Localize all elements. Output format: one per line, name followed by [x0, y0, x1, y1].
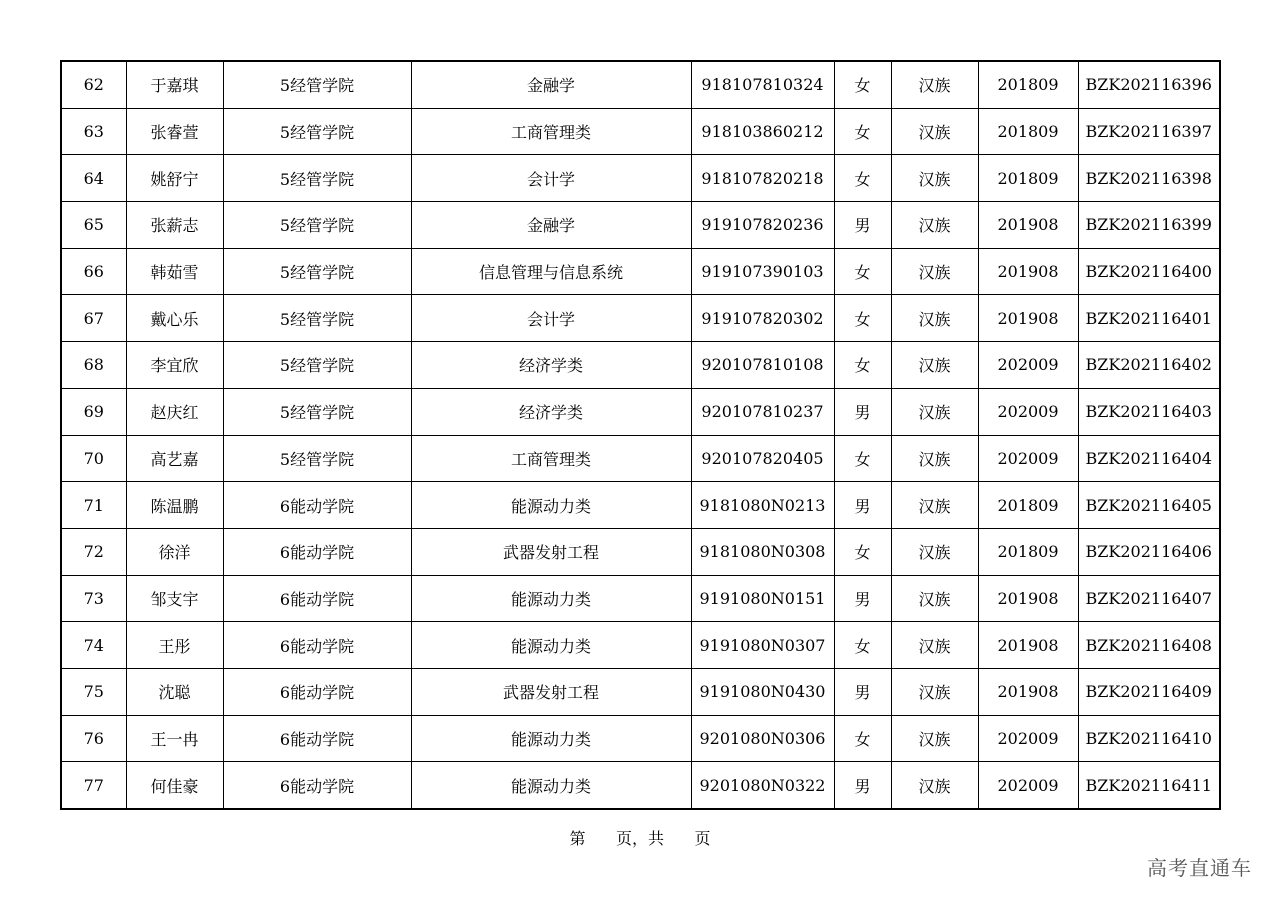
cell-student-id: 918107810324	[691, 61, 834, 108]
cell-enrollment-date: 202009	[978, 435, 1078, 482]
cell-student-id: 9201080N0322	[691, 762, 834, 809]
cell-certificate-number: BZK202116406	[1078, 528, 1220, 575]
cell-student-id: 920107810237	[691, 388, 834, 435]
cell-student-id: 9191080N0151	[691, 575, 834, 622]
cell-ethnicity: 汉族	[891, 435, 978, 482]
cell-gender: 女	[834, 155, 891, 202]
table-row	[61, 575, 1220, 622]
cell-gender: 女	[834, 248, 891, 295]
cell-gender: 男	[834, 762, 891, 809]
cell-major: 会计学	[411, 295, 691, 342]
cell-major: 武器发射工程	[411, 528, 691, 575]
cell-row-number: 62	[61, 61, 126, 108]
cell-major: 会计学	[411, 155, 691, 202]
cell-gender: 女	[834, 715, 891, 762]
cell-student-name: 张睿萱	[126, 108, 223, 155]
cell-row-number: 63	[61, 108, 126, 155]
cell-student-name: 张薪志	[126, 202, 223, 249]
cell-gender: 女	[834, 61, 891, 108]
cell-ethnicity: 汉族	[891, 388, 978, 435]
cell-row-number: 64	[61, 155, 126, 202]
cell-college: 5经管学院	[223, 388, 411, 435]
student-roster-table	[60, 60, 1221, 810]
cell-student-id: 920107810108	[691, 342, 834, 389]
cell-row-number: 66	[61, 248, 126, 295]
table-row	[61, 248, 1220, 295]
cell-certificate-number: BZK202116398	[1078, 155, 1220, 202]
cell-student-name: 戴心乐	[126, 295, 223, 342]
cell-student-id: 918107820218	[691, 155, 834, 202]
cell-row-number: 73	[61, 575, 126, 622]
cell-ethnicity: 汉族	[891, 482, 978, 529]
cell-college: 5经管学院	[223, 295, 411, 342]
cell-enrollment-date: 201908	[978, 248, 1078, 295]
cell-row-number: 77	[61, 762, 126, 809]
table-body	[61, 61, 1220, 809]
cell-student-name: 王一冉	[126, 715, 223, 762]
cell-ethnicity: 汉族	[891, 575, 978, 622]
cell-major: 能源动力类	[411, 622, 691, 669]
cell-ethnicity: 汉族	[891, 342, 978, 389]
cell-enrollment-date: 202009	[978, 762, 1078, 809]
cell-major: 金融学	[411, 202, 691, 249]
table-row	[61, 155, 1220, 202]
cell-row-number: 76	[61, 715, 126, 762]
cell-row-number: 72	[61, 528, 126, 575]
cell-certificate-number: BZK202116408	[1078, 622, 1220, 669]
cell-college: 5经管学院	[223, 155, 411, 202]
cell-student-id: 920107820405	[691, 435, 834, 482]
cell-gender: 女	[834, 295, 891, 342]
cell-college: 5经管学院	[223, 108, 411, 155]
cell-major: 能源动力类	[411, 482, 691, 529]
cell-gender: 女	[834, 435, 891, 482]
cell-major: 经济学类	[411, 342, 691, 389]
cell-certificate-number: BZK202116409	[1078, 668, 1220, 715]
table-row	[61, 762, 1220, 809]
cell-student-name: 陈温鹏	[126, 482, 223, 529]
cell-row-number: 75	[61, 668, 126, 715]
cell-certificate-number: BZK202116397	[1078, 108, 1220, 155]
cell-certificate-number: BZK202116403	[1078, 388, 1220, 435]
cell-certificate-number: BZK202116407	[1078, 575, 1220, 622]
cell-row-number: 68	[61, 342, 126, 389]
cell-enrollment-date: 202009	[978, 342, 1078, 389]
cell-certificate-number: BZK202116404	[1078, 435, 1220, 482]
cell-student-name: 徐洋	[126, 528, 223, 575]
cell-enrollment-date: 201908	[978, 295, 1078, 342]
cell-row-number: 65	[61, 202, 126, 249]
cell-major: 武器发射工程	[411, 668, 691, 715]
cell-student-name: 韩茹雪	[126, 248, 223, 295]
cell-certificate-number: BZK202116402	[1078, 342, 1220, 389]
cell-college: 6能动学院	[223, 715, 411, 762]
cell-student-id: 919107390103	[691, 248, 834, 295]
table-row	[61, 342, 1220, 389]
table-row	[61, 388, 1220, 435]
cell-college: 5经管学院	[223, 435, 411, 482]
cell-student-name: 邹支宇	[126, 575, 223, 622]
cell-enrollment-date: 201809	[978, 155, 1078, 202]
table-row	[61, 482, 1220, 529]
cell-student-id: 9191080N0307	[691, 622, 834, 669]
cell-enrollment-date: 201809	[978, 482, 1078, 529]
cell-row-number: 67	[61, 295, 126, 342]
cell-college: 5经管学院	[223, 248, 411, 295]
table-row	[61, 295, 1220, 342]
table-row	[61, 715, 1220, 762]
cell-gender: 女	[834, 108, 891, 155]
cell-gender: 女	[834, 622, 891, 669]
cell-ethnicity: 汉族	[891, 762, 978, 809]
cell-student-name: 姚舒宁	[126, 155, 223, 202]
cell-college: 6能动学院	[223, 762, 411, 809]
table-row	[61, 435, 1220, 482]
cell-certificate-number: BZK202116400	[1078, 248, 1220, 295]
cell-row-number: 69	[61, 388, 126, 435]
cell-ethnicity: 汉族	[891, 715, 978, 762]
table-row	[61, 668, 1220, 715]
cell-student-id: 9181080N0213	[691, 482, 834, 529]
cell-student-id: 918103860212	[691, 108, 834, 155]
cell-ethnicity: 汉族	[891, 668, 978, 715]
cell-ethnicity: 汉族	[891, 248, 978, 295]
table-row	[61, 108, 1220, 155]
cell-enrollment-date: 201908	[978, 202, 1078, 249]
cell-college: 5经管学院	[223, 342, 411, 389]
cell-student-name: 沈聪	[126, 668, 223, 715]
cell-major: 工商管理类	[411, 435, 691, 482]
cell-student-id: 919107820236	[691, 202, 834, 249]
table-row	[61, 528, 1220, 575]
cell-enrollment-date: 201809	[978, 108, 1078, 155]
cell-ethnicity: 汉族	[891, 202, 978, 249]
cell-gender: 男	[834, 668, 891, 715]
table-row	[61, 622, 1220, 669]
cell-certificate-number: BZK202116410	[1078, 715, 1220, 762]
cell-college: 5经管学院	[223, 61, 411, 108]
cell-ethnicity: 汉族	[891, 155, 978, 202]
cell-row-number: 74	[61, 622, 126, 669]
cell-gender: 男	[834, 388, 891, 435]
cell-college: 6能动学院	[223, 528, 411, 575]
cell-certificate-number: BZK202116405	[1078, 482, 1220, 529]
cell-college: 6能动学院	[223, 575, 411, 622]
cell-enrollment-date: 201908	[978, 668, 1078, 715]
cell-student-id: 9181080N0308	[691, 528, 834, 575]
cell-certificate-number: BZK202116401	[1078, 295, 1220, 342]
table-row	[61, 61, 1220, 108]
cell-row-number: 71	[61, 482, 126, 529]
cell-major: 金融学	[411, 61, 691, 108]
cell-ethnicity: 汉族	[891, 295, 978, 342]
cell-student-id: 919107820302	[691, 295, 834, 342]
cell-certificate-number: BZK202116399	[1078, 202, 1220, 249]
cell-enrollment-date: 201809	[978, 528, 1078, 575]
cell-student-id: 9191080N0430	[691, 668, 834, 715]
cell-student-name: 高艺嘉	[126, 435, 223, 482]
cell-gender: 女	[834, 342, 891, 389]
cell-student-id: 9201080N0306	[691, 715, 834, 762]
cell-student-name: 李宜欣	[126, 342, 223, 389]
cell-enrollment-date: 201908	[978, 575, 1078, 622]
cell-ethnicity: 汉族	[891, 61, 978, 108]
cell-college: 6能动学院	[223, 622, 411, 669]
cell-gender: 女	[834, 528, 891, 575]
cell-major: 信息管理与信息系统	[411, 248, 691, 295]
cell-enrollment-date: 202009	[978, 715, 1078, 762]
cell-college: 6能动学院	[223, 668, 411, 715]
cell-row-number: 70	[61, 435, 126, 482]
watermark-logo: 高考直通车	[1147, 856, 1252, 880]
cell-gender: 男	[834, 482, 891, 529]
cell-ethnicity: 汉族	[891, 108, 978, 155]
cell-student-name: 王彤	[126, 622, 223, 669]
cell-college: 6能动学院	[223, 482, 411, 529]
cell-student-name: 赵庆红	[126, 388, 223, 435]
page-footer: 第 页，共 页	[569, 829, 711, 848]
cell-ethnicity: 汉族	[891, 528, 978, 575]
cell-major: 工商管理类	[411, 108, 691, 155]
cell-student-name: 于嘉琪	[126, 61, 223, 108]
cell-student-name: 何佳豪	[126, 762, 223, 809]
cell-enrollment-date: 202009	[978, 388, 1078, 435]
cell-college: 5经管学院	[223, 202, 411, 249]
cell-enrollment-date: 201809	[978, 61, 1078, 108]
cell-ethnicity: 汉族	[891, 622, 978, 669]
table-row	[61, 202, 1220, 249]
cell-gender: 男	[834, 202, 891, 249]
cell-certificate-number: BZK202116411	[1078, 762, 1220, 809]
cell-major: 能源动力类	[411, 762, 691, 809]
cell-major: 能源动力类	[411, 575, 691, 622]
cell-major: 能源动力类	[411, 715, 691, 762]
cell-certificate-number: BZK202116396	[1078, 61, 1220, 108]
cell-enrollment-date: 201908	[978, 622, 1078, 669]
cell-gender: 男	[834, 575, 891, 622]
cell-major: 经济学类	[411, 388, 691, 435]
